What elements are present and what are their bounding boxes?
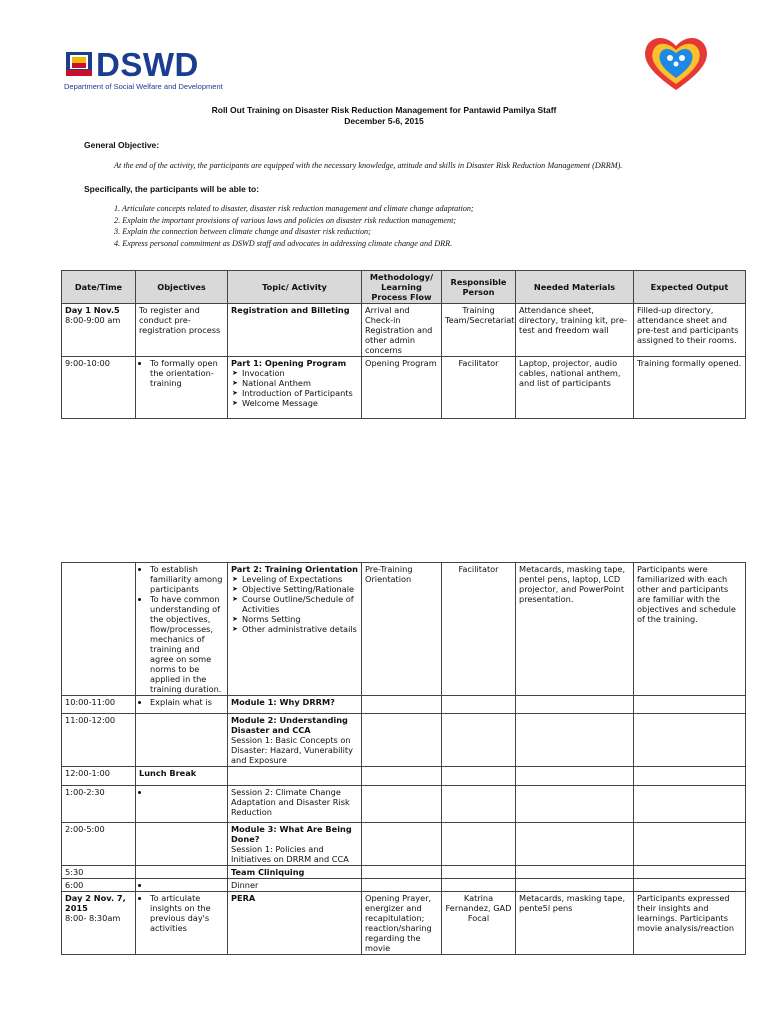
- date-time-cell: 1:00-2:30: [62, 786, 136, 823]
- table-row: [62, 696, 746, 714]
- list-item: ➤ Leveling of Expectations: [242, 574, 358, 584]
- header-objectives: Objectives: [136, 271, 228, 304]
- list-item: ➤ Other administrative details: [242, 624, 358, 634]
- output-cell: Participants were familiarized with each other and participants are familiar with the objectives and schedule of the training.: [634, 563, 746, 696]
- specific-objectives-heading: Specifically, the participants will be able to:: [84, 184, 260, 194]
- list-item: ➤ Course Outline/Schedule of Activities: [242, 594, 358, 614]
- objectives-cell: • To formally open the orientation-training: [136, 357, 228, 419]
- output-cell: Filled-up directory, attendance sheet and pre-test and participants assigned to their rooms.: [634, 304, 746, 357]
- schedule-table-1: [61, 270, 746, 419]
- specific-objectives-list: [114, 204, 474, 250]
- person-cell: Facilitator: [442, 563, 516, 696]
- topic-cell: Part 2: Training Orientation ➤ Leveling of Expectations ➤ Objective Setting/Rationale ➤ Course Outline/Schedule of Activities ➤ Norms Setting ➤ Other administrative details: [228, 563, 362, 696]
- topic-cell: PERA: [228, 892, 362, 955]
- method-cell: Opening Program: [362, 357, 442, 419]
- table-row: [62, 823, 746, 866]
- topic-cell: Module 1: Why DRRM?: [228, 696, 362, 714]
- header-expected-output: Expected Output: [634, 271, 746, 304]
- topic-cell: Session 2: Climate Change Adaptation and Disaster Risk Reduction: [228, 786, 362, 823]
- person-cell: Katrina Fernandez, GAD Focal: [442, 892, 516, 955]
- date-time-cell: 12:00-1:00: [62, 767, 136, 786]
- table-row: [62, 767, 746, 786]
- date-time-cell: Day 1 Nov.5 8:00-9:00 am: [62, 304, 136, 357]
- objectives-cell: • To establish familiarity among participants • To have common understanding of the objectives, flow/processes, mechanics of training and agree on some norms to be applied in the training duration.: [136, 563, 228, 696]
- person-cell: Training Team/Secretariat: [442, 304, 516, 357]
- table-row: [62, 866, 746, 879]
- method-cell: Arrival and Check-in Registration and other admin concerns: [362, 304, 442, 357]
- header-needed-materials: Needed Materials: [516, 271, 634, 304]
- header-topic-activity: Topic/ Activity: [228, 271, 362, 304]
- list-item: ➤ Objective Setting/Rationale: [242, 584, 358, 594]
- topic-cell: Module 3: What Are Being Done? Session 1: Policies and Initiatives on DRRM and CCA: [228, 823, 362, 866]
- output-cell: Training formally opened.: [634, 357, 746, 419]
- table-row: [62, 879, 746, 892]
- document-date: December 5-6, 2015: [344, 116, 424, 126]
- method-cell: Opening Prayer, energizer and recapitulation; reaction/sharing regarding the movie: [362, 892, 442, 955]
- table-row: [62, 786, 746, 823]
- objectives-cell: • To articulate insights on the previous day's activities: [136, 892, 228, 955]
- table-row: [62, 563, 746, 696]
- logo-wordmark: DSWD: [96, 46, 199, 83]
- date-time-cell: 11:00-12:00: [62, 714, 136, 767]
- date-time-cell: 10:00-11:00: [62, 696, 136, 714]
- list-item: ➤ Welcome Message: [242, 398, 358, 408]
- table-header-row: [62, 271, 746, 304]
- output-cell: Participants expressed their insights and learnings. Participants movie analysis/reaction: [634, 892, 746, 955]
- materials-cell: Metacards, masking tape, pentel pens, laptop, LCD projector, and PowerPoint presentation.: [516, 563, 634, 696]
- list-item: ➤ National Anthem: [242, 378, 358, 388]
- document-title: Roll Out Training on Disaster Risk Reduction Management for Pantawid Pamilya Staff: [211, 105, 557, 115]
- topic-cell: Team Cliniquing: [228, 866, 362, 879]
- list-item: ➤ Introduction of Participants: [242, 388, 358, 398]
- date-time-cell: 9:00-10:00: [62, 357, 136, 419]
- topic-cell: Module 2: Understanding Disaster and CCA Session 1: Basic Concepts on Disaster: Hazard, Vunerability and Exposure: [228, 714, 362, 767]
- objectives-cell: [136, 786, 228, 823]
- date-time-cell: [62, 563, 136, 696]
- materials-cell: Metacards, masking tape, pente5l pens: [516, 892, 634, 955]
- schedule-table-2: [61, 562, 746, 955]
- general-objective-text: At the end of the activity, the participants are equipped with the necessary knowledge, attitude and skills in Disaster Risk Reduction Management (DRRM).: [114, 161, 623, 170]
- dswd-emblem-icon: [64, 50, 94, 78]
- date-time-cell: 5:30: [62, 866, 136, 879]
- date-time-cell: 2:00-5:00: [62, 823, 136, 866]
- header-methodology: Methodology/ Learning Process Flow: [362, 271, 442, 304]
- objectives-cell: [136, 879, 228, 892]
- header-date-time: Date/Time: [62, 271, 136, 304]
- topic-cell: Part 1: Opening Program ➤ Invocation ➤ National Anthem ➤ Introduction of Participants ➤ Welcome Message: [228, 357, 362, 419]
- date-time-cell: 6:00: [62, 879, 136, 892]
- materials-cell: Attendance sheet, directory, training kit, pre-test and freedom wall: [516, 304, 634, 357]
- table-row: [62, 304, 746, 357]
- list-item: ➤ Invocation: [242, 368, 358, 378]
- list-item: 2. Explain the important provisions of various laws and policies on disaster risk reduction management;: [114, 215, 457, 225]
- list-item: 1. Articulate concepts related to disaster, disaster risk reduction management and climate change adaptation;: [114, 204, 474, 213]
- topic-cell: Registration and Billeting: [228, 304, 362, 357]
- materials-cell: Laptop, projector, audio cables, national anthem, and list of participants: [516, 357, 634, 419]
- table-row: [62, 714, 746, 767]
- table-row: [62, 892, 746, 955]
- logo-subtitle: Department of Social Welfare and Development: [64, 82, 223, 91]
- list-item: ➤ Norms Setting: [242, 614, 358, 624]
- general-objective-heading: General Objective:: [84, 140, 160, 150]
- table-row: [62, 357, 746, 419]
- family-heart-icon: [640, 34, 712, 92]
- person-cell: Facilitator: [442, 357, 516, 419]
- objectives-cell: To register and conduct pre-registration process: [136, 304, 228, 357]
- objectives-cell: Lunch Break: [136, 767, 228, 786]
- list-item: 3. Explain the connection between climate change and disaster risk reduction;: [114, 227, 371, 236]
- date-time-cell: Day 2 Nov. 7, 2015 8:00- 8:30am: [62, 892, 136, 955]
- method-cell: Pre-Training Orientation: [362, 563, 442, 696]
- list-item: 4. Express personal commitment as DSWD staff and advocates in addressing climate change and DRR.: [114, 238, 453, 248]
- topic-cell: Dinner: [228, 879, 362, 892]
- objectives-cell: • Explain what is: [136, 696, 228, 714]
- header-responsible-person: Responsible Person: [442, 271, 516, 304]
